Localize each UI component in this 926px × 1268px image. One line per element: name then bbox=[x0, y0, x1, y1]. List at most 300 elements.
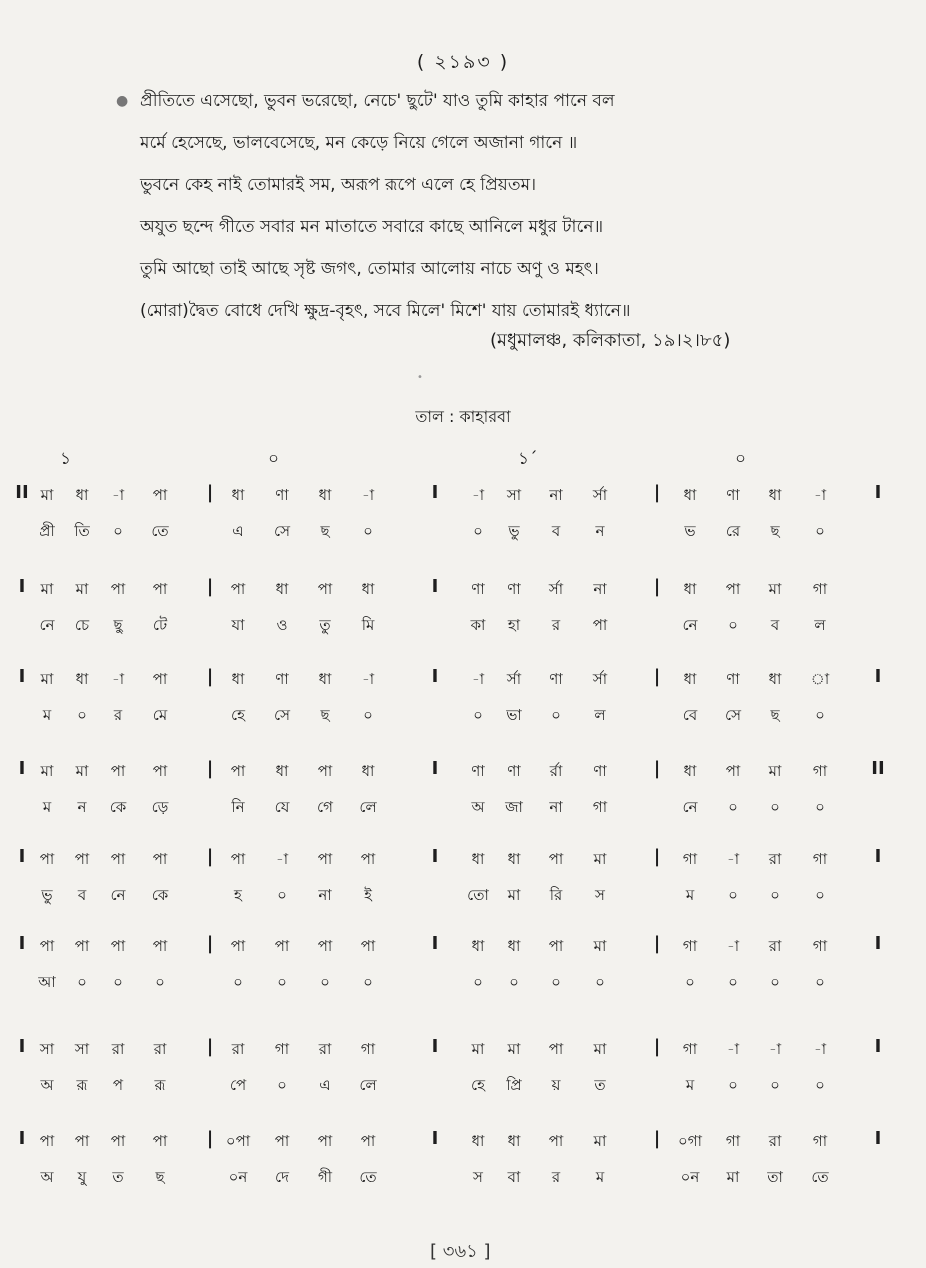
swar-note: পা bbox=[74, 1132, 90, 1150]
swar-note: া bbox=[810, 670, 830, 688]
swar-note: পা bbox=[317, 1132, 333, 1150]
bani-syllable: নে bbox=[682, 798, 698, 816]
swar-note: মা bbox=[40, 670, 54, 688]
bani-syllable: ছু bbox=[113, 616, 123, 634]
swar-note: পা bbox=[152, 937, 168, 955]
bani-syllable: স bbox=[595, 886, 605, 904]
bar-line: | bbox=[653, 758, 661, 779]
swar-note: মা bbox=[40, 762, 54, 780]
bani-syllable: কে bbox=[109, 798, 127, 816]
bani-syllable: প bbox=[112, 1076, 124, 1094]
notation-row bbox=[0, 760, 926, 830]
swar-note: -া bbox=[768, 1040, 782, 1058]
swar-note: পা bbox=[317, 850, 333, 868]
swar-note: পা bbox=[110, 850, 126, 868]
bani-syllable: ০ bbox=[728, 616, 738, 634]
swar-note: -া bbox=[111, 670, 125, 688]
swar-note: ধা bbox=[471, 850, 485, 868]
swar-note: গা bbox=[812, 580, 828, 598]
swar-note: ধা bbox=[683, 580, 697, 598]
swar-note: পা bbox=[548, 937, 564, 955]
bani-syllable: ০ bbox=[728, 886, 738, 904]
swar-note: র্সা bbox=[506, 670, 522, 688]
swar-note: ধা bbox=[683, 486, 697, 504]
swar-note: পা bbox=[725, 762, 741, 780]
bani-syllable: হে bbox=[471, 1076, 485, 1094]
swar-note: ধা bbox=[318, 670, 332, 688]
bar-line: I bbox=[18, 758, 26, 779]
swar-note: পা bbox=[39, 1132, 55, 1150]
swar-note: পা bbox=[152, 670, 168, 688]
bar-line: | bbox=[206, 846, 214, 867]
swar-note: গা bbox=[812, 1132, 828, 1150]
bani-syllable: ০ন bbox=[228, 1168, 248, 1186]
page-number: ( ২১৯৩ ) bbox=[416, 51, 510, 73]
swar-note: -া bbox=[275, 850, 289, 868]
bani-syllable: ল bbox=[814, 616, 826, 634]
swar-note: ণা bbox=[726, 670, 740, 688]
bani-syllable: নি bbox=[231, 798, 245, 816]
swar-note: গা bbox=[274, 1040, 290, 1058]
swar-note: পা bbox=[152, 486, 168, 504]
swar-note: ণা bbox=[549, 670, 563, 688]
swar-note: ধা bbox=[361, 762, 375, 780]
swar-note: পা bbox=[152, 762, 168, 780]
bani-syllable: রি bbox=[549, 886, 563, 904]
bani-syllable: ০ bbox=[277, 886, 287, 904]
bani-syllable: লে bbox=[359, 1076, 377, 1094]
swar-note: ণা bbox=[275, 670, 289, 688]
swar-note: -া bbox=[471, 670, 485, 688]
bani-syllable: ০ bbox=[473, 522, 483, 540]
bar-line: II bbox=[871, 758, 885, 779]
swar-note: পা bbox=[317, 580, 333, 598]
bani-syllable: ০ bbox=[685, 973, 695, 991]
bani-syllable: ০ bbox=[728, 973, 738, 991]
swar-note: ণা bbox=[275, 486, 289, 504]
notation-row bbox=[0, 1038, 926, 1108]
bani-syllable: য় bbox=[551, 1076, 561, 1094]
bani-syllable: ম bbox=[595, 1168, 605, 1186]
bani-syllable: সে bbox=[274, 706, 290, 724]
bar-line: I bbox=[874, 666, 882, 687]
swar-note: মা bbox=[593, 937, 607, 955]
bani-syllable: হা bbox=[507, 616, 521, 634]
swar-note: গা bbox=[682, 937, 698, 955]
swar-note: পা bbox=[548, 1132, 564, 1150]
bani-syllable: ০ bbox=[770, 1076, 780, 1094]
swar-note: র্সা bbox=[548, 580, 564, 598]
bani-syllable: তি bbox=[74, 522, 90, 540]
swar-note: ণা bbox=[471, 762, 485, 780]
bani-syllable: ০ bbox=[815, 973, 825, 991]
bani-syllable: ম bbox=[685, 886, 695, 904]
lyric-line: প্রীতিতে এসেছো, ভুবন ভরেছো, নেচে' ছুটে' যাও তুমি কাহার পানে বল bbox=[140, 91, 615, 111]
bani-syllable: নে bbox=[110, 886, 126, 904]
bani-syllable: পে bbox=[229, 1076, 247, 1094]
bani-syllable: অ bbox=[40, 1076, 54, 1094]
swar-note: র্সা bbox=[592, 486, 608, 504]
swar-note: -া bbox=[813, 1040, 827, 1058]
swar-note: মা bbox=[593, 1040, 607, 1058]
bar-line: | bbox=[653, 482, 661, 503]
bani-syllable: ও bbox=[276, 616, 288, 634]
bani-syllable: সে bbox=[725, 706, 741, 724]
swar-note: গা bbox=[812, 762, 828, 780]
bani-syllable: রূ bbox=[154, 1076, 166, 1094]
swar-note: সা bbox=[39, 1040, 55, 1058]
bani-syllable: ভু bbox=[508, 522, 520, 540]
bar-line: I bbox=[18, 666, 26, 687]
bani-syllable: ০ bbox=[770, 886, 780, 904]
swar-note: পা bbox=[274, 937, 290, 955]
swar-note: ধা bbox=[507, 937, 521, 955]
bani-syllable: কা bbox=[470, 616, 486, 634]
bani-syllable: দে bbox=[275, 1168, 289, 1186]
bani-syllable: যে bbox=[274, 798, 290, 816]
bani-syllable: প্রী bbox=[39, 522, 55, 540]
swar-note: পা bbox=[360, 1132, 376, 1150]
bar-line: I bbox=[431, 482, 439, 503]
bani-syllable: মা bbox=[726, 1168, 740, 1186]
bani-syllable: ম bbox=[685, 1076, 695, 1094]
swar-note: ধা bbox=[231, 670, 245, 688]
bani-syllable: ০ bbox=[551, 973, 561, 991]
bani-syllable: ০ bbox=[551, 706, 561, 724]
bani-syllable: না bbox=[549, 798, 563, 816]
swar-note: গা bbox=[682, 850, 698, 868]
bar-line: I bbox=[18, 1036, 26, 1057]
lyric-line: মর্মে হেসেছে, ভালবেসেছে, মন কেড়ে নিয়ে গেলে অজানা গানে ॥ bbox=[140, 133, 578, 153]
bani-syllable: তা bbox=[767, 1168, 783, 1186]
bar-line: | bbox=[206, 482, 214, 503]
swar-note: গা bbox=[682, 1040, 698, 1058]
swar-note: -া bbox=[111, 486, 125, 504]
swar-note: মা bbox=[507, 1040, 521, 1058]
swar-note: পা bbox=[110, 580, 126, 598]
swar-note: ধা bbox=[683, 762, 697, 780]
bani-syllable: ০ bbox=[815, 798, 825, 816]
bani-syllable: ড়ে bbox=[151, 798, 169, 816]
bani-syllable: প্রি bbox=[506, 1076, 522, 1094]
bani-syllable: জা bbox=[505, 798, 523, 816]
bani-syllable: হ bbox=[234, 886, 242, 904]
swar-note: পা bbox=[152, 1132, 168, 1150]
swar-note: পা bbox=[230, 762, 246, 780]
swar-note: ণা bbox=[507, 580, 521, 598]
bani-syllable: ন bbox=[595, 522, 605, 540]
swar-note: মা bbox=[75, 762, 89, 780]
bani-syllable: লে bbox=[359, 798, 377, 816]
source-credit: (মধুমালঞ্চ, কলিকাতা, ১৯।২।৮৫) bbox=[490, 330, 731, 351]
swar-note: পা bbox=[360, 937, 376, 955]
swar-note: গা bbox=[812, 937, 828, 955]
notation-row bbox=[0, 935, 926, 1005]
beat-marker: ১ bbox=[60, 449, 72, 469]
bani-syllable: ০ bbox=[113, 522, 123, 540]
swar-note: ধা bbox=[75, 670, 89, 688]
swar-note: সা bbox=[74, 1040, 90, 1058]
swar-note: রা bbox=[231, 1040, 245, 1058]
footer-page-number: [ ৩৬১ ] bbox=[430, 1241, 491, 1262]
bani-syllable: স bbox=[473, 1168, 483, 1186]
bar-line: I bbox=[431, 1128, 439, 1149]
swar-note: -া bbox=[471, 486, 485, 504]
swar-note: গা bbox=[725, 1132, 741, 1150]
bar-line: I bbox=[874, 1036, 882, 1057]
bar-line: I bbox=[874, 1128, 882, 1149]
swar-note: ধা bbox=[75, 486, 89, 504]
bani-syllable: ০ bbox=[277, 1076, 287, 1094]
bar-line: | bbox=[653, 933, 661, 954]
bani-syllable: ব bbox=[551, 522, 561, 540]
swar-note: পা bbox=[152, 850, 168, 868]
swar-note: রা bbox=[318, 1040, 332, 1058]
bani-syllable: ছ bbox=[320, 706, 330, 724]
swar-note: মা bbox=[768, 762, 782, 780]
bani-syllable: ০ bbox=[77, 973, 87, 991]
bani-syllable: মি bbox=[361, 616, 375, 634]
bani-syllable: ই bbox=[364, 886, 372, 904]
swar-note: পা bbox=[725, 580, 741, 598]
bar-line: I bbox=[18, 1128, 26, 1149]
swar-note: ণা bbox=[726, 486, 740, 504]
bani-syllable: যু bbox=[77, 1168, 87, 1186]
bar-line: | bbox=[653, 576, 661, 597]
bani-syllable: অ bbox=[40, 1168, 54, 1186]
bani-syllable: বে bbox=[682, 706, 698, 724]
notation-row bbox=[0, 484, 926, 554]
swar-note: রা bbox=[768, 850, 782, 868]
bani-syllable: ০ bbox=[363, 522, 373, 540]
bar-line: I bbox=[18, 933, 26, 954]
swar-note: মা bbox=[593, 1132, 607, 1150]
bani-syllable: তে bbox=[151, 522, 169, 540]
swar-note: পা bbox=[230, 580, 246, 598]
bani-syllable: ০ bbox=[155, 973, 165, 991]
swar-note: ণা bbox=[507, 762, 521, 780]
bar-line: I bbox=[431, 758, 439, 779]
swar-note: রা bbox=[111, 1040, 125, 1058]
bani-syllable: ০ bbox=[473, 706, 483, 724]
swar-note: পা bbox=[110, 937, 126, 955]
swar-note: পা bbox=[548, 850, 564, 868]
bani-syllable: ভা bbox=[506, 706, 522, 724]
bani-syllable: মা bbox=[507, 886, 521, 904]
swar-note: পা bbox=[74, 937, 90, 955]
notation-row bbox=[0, 578, 926, 648]
swar-note: পা bbox=[74, 850, 90, 868]
bani-syllable: ০ bbox=[320, 973, 330, 991]
swar-note: ধা bbox=[768, 670, 782, 688]
swar-note: পা bbox=[317, 762, 333, 780]
bar-line: | bbox=[206, 666, 214, 687]
bani-syllable: সে bbox=[274, 522, 290, 540]
swar-note: -া bbox=[813, 486, 827, 504]
bani-syllable: ০ন bbox=[680, 1168, 700, 1186]
bani-syllable: ন bbox=[77, 798, 87, 816]
bar-line: | bbox=[653, 1036, 661, 1057]
bar-line: | bbox=[206, 576, 214, 597]
bani-syllable: ম bbox=[42, 706, 52, 724]
swar-note: পা bbox=[274, 1132, 290, 1150]
bar-line: II bbox=[15, 482, 29, 503]
bani-syllable: নে bbox=[682, 616, 698, 634]
bar-line: I bbox=[874, 933, 882, 954]
bani-syllable: ব bbox=[770, 616, 780, 634]
bullet-mark: ● bbox=[116, 93, 129, 109]
bar-line: | bbox=[206, 1128, 214, 1149]
bani-syllable: হে bbox=[231, 706, 245, 724]
swar-note: পা bbox=[110, 762, 126, 780]
swar-note: পা bbox=[110, 1132, 126, 1150]
bani-syllable: ম bbox=[42, 798, 52, 816]
bani-syllable: ০ bbox=[113, 973, 123, 991]
swar-note: ধা bbox=[471, 937, 485, 955]
swar-note: পা bbox=[548, 1040, 564, 1058]
bani-syllable: ছ bbox=[770, 522, 780, 540]
bar-line: I bbox=[431, 666, 439, 687]
bani-syllable: অ bbox=[471, 798, 485, 816]
bani-syllable: ০ bbox=[277, 973, 287, 991]
swar-note: পা bbox=[230, 850, 246, 868]
swar-note: পা bbox=[360, 850, 376, 868]
swar-note: ধা bbox=[507, 850, 521, 868]
bar-line: | bbox=[206, 1036, 214, 1057]
swar-note: ০পা bbox=[225, 1132, 251, 1150]
swar-note: মা bbox=[593, 850, 607, 868]
bani-syllable: না bbox=[318, 886, 332, 904]
bani-syllable: ০ bbox=[815, 1076, 825, 1094]
lyric-line: (মোরা)দ্বৈত বোধে দেখি ক্ষুদ্র-বৃহৎ, সবে মিলে' মিশে' যায় তোমারই ধ্যানে॥ bbox=[140, 301, 631, 321]
bani-syllable: ত bbox=[594, 1076, 606, 1094]
swar-note: মা bbox=[40, 580, 54, 598]
bani-syllable: ০ bbox=[770, 973, 780, 991]
swar-note: পা bbox=[39, 937, 55, 955]
swar-note: -া bbox=[726, 1040, 740, 1058]
bani-syllable: ০ bbox=[363, 973, 373, 991]
swar-note: ধা bbox=[471, 1132, 485, 1150]
dot-mark: • bbox=[417, 372, 423, 383]
swar-note: ধা bbox=[318, 486, 332, 504]
swar-note: -া bbox=[726, 850, 740, 868]
swar-note: ধা bbox=[231, 486, 245, 504]
bani-syllable: ভ bbox=[684, 522, 696, 540]
swar-note: মা bbox=[768, 580, 782, 598]
bani-syllable: এ bbox=[232, 522, 244, 540]
notation-row bbox=[0, 668, 926, 738]
notation-row bbox=[0, 848, 926, 918]
swar-note: -া bbox=[726, 937, 740, 955]
bani-syllable: র bbox=[551, 1168, 561, 1186]
bar-line: I bbox=[431, 846, 439, 867]
swar-note: গা bbox=[360, 1040, 376, 1058]
bar-line: I bbox=[431, 933, 439, 954]
bar-line: | bbox=[653, 666, 661, 687]
swar-note: সা bbox=[506, 486, 522, 504]
bani-syllable: গা bbox=[592, 798, 608, 816]
bani-syllable: বা bbox=[507, 1168, 521, 1186]
swar-note: পা bbox=[317, 937, 333, 955]
bani-syllable: ০ bbox=[728, 1076, 738, 1094]
bar-line: | bbox=[653, 1128, 661, 1149]
lyric-line: তুমি আছো তাই আছে সৃষ্ট জগৎ, তোমার আলোয় নাচে অণু ও মহৎ। bbox=[140, 259, 599, 279]
swar-note: ণা bbox=[471, 580, 485, 598]
bani-syllable: গে bbox=[317, 798, 333, 816]
bar-line: I bbox=[874, 846, 882, 867]
bani-syllable: চে bbox=[74, 616, 90, 634]
bar-line: I bbox=[431, 576, 439, 597]
bani-syllable: গী bbox=[317, 1168, 333, 1186]
bani-syllable: ব bbox=[77, 886, 87, 904]
beat-marker: ০ bbox=[735, 449, 747, 469]
bani-syllable: ছ bbox=[320, 522, 330, 540]
bani-syllable: আ bbox=[38, 973, 56, 991]
bar-line: | bbox=[206, 933, 214, 954]
bani-syllable: ছ bbox=[155, 1168, 165, 1186]
swar-note: র্রা bbox=[549, 762, 563, 780]
bani-syllable: ০ bbox=[815, 886, 825, 904]
bar-line: | bbox=[206, 758, 214, 779]
swar-note: পা bbox=[39, 850, 55, 868]
bani-syllable: ০ bbox=[770, 798, 780, 816]
bar-line: | bbox=[653, 846, 661, 867]
swar-note: -া bbox=[361, 486, 375, 504]
swar-note: মা bbox=[75, 580, 89, 598]
swar-note: মা bbox=[471, 1040, 485, 1058]
bar-line: I bbox=[18, 846, 26, 867]
bani-syllable: ০ bbox=[815, 706, 825, 724]
swar-note: রা bbox=[768, 1132, 782, 1150]
beat-marker: ০ bbox=[268, 449, 280, 469]
lyric-line: ভুবনে কেহ নাই তোমারই সম, অরূপ রূপে এলে হে প্রিয়তম। bbox=[140, 175, 537, 195]
swar-note: -া bbox=[361, 670, 375, 688]
swar-note: না bbox=[593, 580, 607, 598]
bani-syllable: রূ bbox=[76, 1076, 88, 1094]
bani-syllable: ০ bbox=[509, 973, 519, 991]
bar-line: I bbox=[18, 576, 26, 597]
swar-note: ধা bbox=[683, 670, 697, 688]
swar-note: র্সা bbox=[592, 670, 608, 688]
bar-line: I bbox=[431, 1036, 439, 1057]
swar-note: রা bbox=[153, 1040, 167, 1058]
bani-syllable: ভু bbox=[41, 886, 53, 904]
bani-syllable: ০ bbox=[363, 706, 373, 724]
swar-note: গা bbox=[812, 850, 828, 868]
bani-syllable: ত bbox=[112, 1168, 124, 1186]
swar-note: ণা bbox=[593, 762, 607, 780]
bani-syllable: ০ bbox=[595, 973, 605, 991]
bani-syllable: তু bbox=[319, 616, 331, 634]
bani-syllable: নে bbox=[39, 616, 55, 634]
bani-syllable: ল bbox=[594, 706, 606, 724]
bani-syllable: ০ bbox=[473, 973, 483, 991]
swar-note: ধা bbox=[361, 580, 375, 598]
swar-note: ০গা bbox=[678, 1132, 702, 1150]
bani-syllable: র bbox=[551, 616, 561, 634]
bani-syllable: মে bbox=[152, 706, 168, 724]
bani-syllable: টে bbox=[152, 616, 168, 634]
swar-note: না bbox=[549, 486, 563, 504]
bani-syllable: তে bbox=[359, 1168, 377, 1186]
bani-syllable: এ bbox=[319, 1076, 331, 1094]
bani-syllable: র bbox=[113, 706, 123, 724]
bani-syllable: তো bbox=[467, 886, 489, 904]
swar-note: ধা bbox=[768, 486, 782, 504]
bani-syllable: ০ bbox=[77, 706, 87, 724]
bani-syllable: ০ bbox=[233, 973, 243, 991]
bani-syllable: রে bbox=[725, 522, 741, 540]
